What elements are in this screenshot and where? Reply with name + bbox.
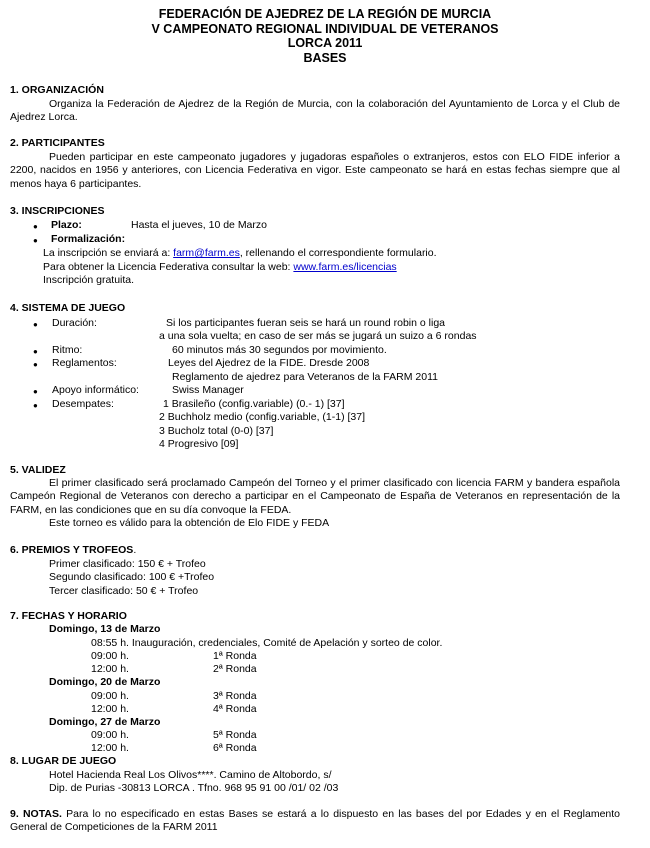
- header-line-4: BASES: [303, 50, 347, 65]
- inscripcion-email-line: [43, 247, 437, 260]
- duracion-line-2: a una sola vuelta; en caso de ser más se jugará un suizo a 6 rondas: [159, 330, 477, 342]
- email-link[interactable]: farm@farm.es: [173, 247, 240, 259]
- inauguracion-line: 08:55 h. Inauguración, credenciales, Comité de Apelación y sorteo de color.: [91, 637, 443, 649]
- section-6-title: [10, 544, 136, 557]
- plazo-value: Hasta el jueves, 10 de Marzo: [131, 219, 267, 231]
- header-line-3: LORCA 2011: [287, 36, 363, 50]
- desempate-item: 2 Buchholz medio (config.variable, (1-1) [37]: [159, 411, 366, 423]
- inscripcion-email-suffix: , rellenando el correspondiente formulario.: [239, 247, 437, 259]
- ronda-time: 12:00 h.: [91, 742, 129, 754]
- ronda-label: 2ª Ronda: [213, 663, 257, 675]
- fecha-2: Domingo, 20 de Marzo: [49, 676, 161, 688]
- bullet-icon: ●: [33, 236, 38, 245]
- lugar-line-2: Dip. de Purias -30813 LORCA . Tfno. 968 95 91 00 /01/ 02 /03: [49, 782, 339, 794]
- ronda-time: 09:00 h.: [91, 729, 129, 741]
- ronda-label: 5ª Ronda: [213, 729, 257, 741]
- section-7-title: 7. FECHAS Y HORARIO: [10, 610, 127, 622]
- reglamentos-line-2: Reglamento de ajedrez para Veteranos de la FARM 2011: [172, 371, 438, 383]
- bullet-icon: ●: [33, 222, 38, 231]
- duracion-line-1: Si los participantes fueran seis se hará un round robin o liga: [166, 317, 445, 329]
- ronda-time: 09:00 h.: [91, 650, 129, 662]
- ritmo-label: Ritmo:: [52, 344, 83, 356]
- licencias-link[interactable]: www.farm.es/licencias: [293, 261, 397, 273]
- section-6-title-tail: .: [133, 544, 137, 556]
- desempates-label: Desempates:: [52, 398, 114, 410]
- section-9-title: 9. NOTAS.: [10, 808, 62, 820]
- ronda-label: 3ª Ronda: [213, 690, 257, 702]
- header-line-1: FEDERACIÓN DE AJEDREZ DE LA REGIÓN DE MURCIA: [158, 7, 492, 21]
- bullet-icon: ●: [33, 347, 38, 356]
- bullet-icon: ●: [33, 320, 38, 329]
- ronda-time: 12:00 h.: [91, 663, 129, 675]
- inscripcion-email-prefix: La inscripción se enviará a:: [43, 247, 174, 259]
- ronda-time: 09:00 h.: [91, 690, 129, 702]
- section-6-title-text: 6. PREMIOS Y TROFEOS: [10, 544, 134, 556]
- ronda-label: 1ª Ronda: [213, 650, 257, 662]
- reglamentos-label: Reglamentos:: [52, 357, 117, 369]
- section-2-body: Pueden participar en este campeonato jugadores y jugadoras españoles o extranjeros, estos con ELO FIDE inferior a 2200, nacidos en 1956 y anteriores, con Licencia Federativa en vigor. Este campeonato se hará en estas fechas siempre que al menos haya 6 participantes.: [10, 151, 620, 190]
- ronda-label: 4ª Ronda: [213, 703, 257, 715]
- ritmo-value: 60 minutos más 30 segundos por movimiento.: [172, 344, 387, 356]
- section-2-title: 2. PARTICIPANTES: [10, 137, 105, 149]
- section-5-text: [10, 477, 620, 517]
- apoyo-label: Apoyo informático:: [52, 384, 139, 396]
- section-9-body: Para lo no especificado en estas Bases se estará a lo dispuesto en las bases del por Edades y en el Reglamento General de Competiciones de la FARM 2011: [10, 808, 621, 834]
- section-5-elo-note: Este torneo es válido para la obtención de Elo FIDE y FEDA: [49, 517, 330, 529]
- desempate-item: 3 Bucholz total (0-0) [37]: [159, 425, 274, 437]
- duracion-label: Duración:: [52, 317, 97, 329]
- reglamentos-line-1: Leyes del Ajedrez de la FIDE. Dresde 2008: [168, 357, 370, 369]
- section-2-text: [10, 151, 620, 191]
- lugar-line-1: Hotel Hacienda Real Los Olivos****. Camino de Altobordo, s/: [49, 769, 332, 781]
- bullet-icon: ●: [33, 360, 38, 369]
- section-5-title: 5. VALIDEZ: [10, 464, 66, 476]
- section-9-text: [10, 808, 620, 835]
- section-1-body: Organiza la Federación de Ajedrez de la Región de Murcia, con la colaboración del Ayuntamiento de Lorca y el Club de Ajedrez Lorca.: [10, 98, 620, 124]
- apoyo-value: Swiss Manager: [172, 384, 244, 396]
- fecha-3: Domingo, 27 de Marzo: [49, 716, 161, 728]
- licencia-line: [43, 261, 397, 274]
- bullet-icon: ●: [33, 387, 38, 396]
- inscripcion-gratuita: Inscripción gratuita.: [43, 274, 135, 286]
- document-header: [0, 7, 650, 65]
- plazo-label: Plazo:: [51, 219, 82, 231]
- formalizacion-label: Formalización:: [51, 233, 126, 245]
- section-8-title: 8. LUGAR DE JUEGO: [10, 755, 117, 767]
- premio-1: Primer clasificado: 150 € + Trofeo: [49, 558, 206, 570]
- fecha-1: Domingo, 13 de Marzo: [49, 623, 161, 635]
- ronda-label: 6ª Ronda: [213, 742, 257, 754]
- section-5-body: El primer clasificado será proclamado Campeón del Torneo y el primer clasificado con licencia FARM y bandera española Campeón Regional de Veteranos con derecho a participar en el Campeonato de España de Veteranos en representación de la FARM, en las condiciones que en su día convoque la FEDA.: [10, 477, 620, 516]
- section-1-title: 1. ORGANIZACIÓN: [10, 84, 104, 96]
- licencia-prefix: Para obtener la Licencia Federativa consultar la web:: [43, 261, 294, 273]
- header-line-2: V CAMPEONATO REGIONAL INDIVIDUAL DE VETERANOS: [151, 21, 499, 36]
- ronda-time: 12:00 h.: [91, 703, 129, 715]
- desempate-item: 1 Brasileño (config.variable) (0.- 1) [37]: [163, 398, 345, 410]
- premio-2: Segundo clasificado: 100 € +Trofeo: [49, 571, 215, 583]
- section-4-title: 4. SISTEMA DE JUEGO: [10, 302, 126, 314]
- desempate-item: 4 Progresivo [09]: [159, 438, 239, 450]
- section-1-text: [10, 98, 620, 125]
- premio-3: Tercer clasificado: 50 € + Trofeo: [49, 585, 199, 597]
- bullet-icon: ●: [33, 401, 38, 410]
- section-3-title: 3. INSCRIPCIONES: [10, 205, 105, 217]
